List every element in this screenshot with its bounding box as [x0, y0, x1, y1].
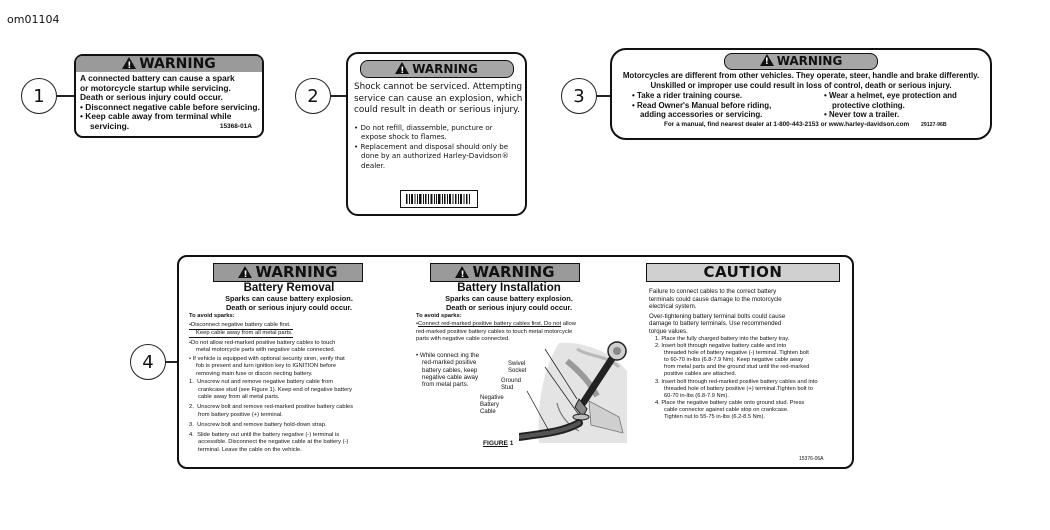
warning-triangle-icon: [122, 57, 136, 69]
removal-step: 1. Unscrew nut and remove negative battery cable from crankcase stud (see Figure 1). Keep end of negative battery cable away from all metal parts.: [189, 379, 353, 400]
installation-text: To avoid sparks: •Connect red-marked positive battery cables first. Do not allow red-marked positive battery cables to touch metal motorcycle parts with negative cable connected.: [416, 313, 576, 342]
callout-1: 1: [21, 78, 57, 114]
label-3-header: !WARNING: [724, 53, 878, 70]
callout-2: 2: [295, 78, 331, 114]
label-3-right-bullets: • Wear a helmet, eye protection and protective clothing. • Never tow a trailer.: [824, 91, 957, 120]
label-3-part-number: 29127-96B: [920, 121, 947, 128]
caution-header: CAUTION: [646, 263, 840, 282]
label-3-line-2: Unskilled or improper use could result in loss of control, death or serious injury.: [650, 81, 952, 90]
label-3-line-1: Motorcycles are different from other vehicles. They operate, steer, handle and brake differently.: [622, 71, 980, 80]
barcode: [400, 190, 478, 208]
removal-steps: To avoid sparks: •Disconnect negative battery cable first. Keep cable away from all metal parts. •Do not allow red-marked positive battery cables to touch metal motorcycle parts with negative cable connected. • If vehicle is equipped with optional security siren, verify that fob is present and turn ignition key to IGNITION before removing main fuse or discon necting battery. 1. Unscrew nut and remove negative battery cable from crankcase stud (see Figure 1). Keep end of negative battery cable away from all metal parts. 2. Unscrew bolt and remove red-marked positive battery cables from battery positive (+) terminal. 3. Unscrew bolt and remove battery hold-down strap. 4. Slide battery out until the battery negative (-) terminal is accessible. Disconnect the negative cable at the battery (-) terminal. Leave the cable on the vehicle.: [189, 313, 394, 454]
label-3-footer: For a manual, find nearest dealer at 1-800-443-2153 or www.harley-davidson.com: [664, 120, 910, 128]
removal-title: Battery Removal: [243, 282, 335, 294]
installation-warning-header: !WARNING: [430, 263, 580, 282]
removal-item: •Disconnect negative battery cable first. Keep cable away from all metal parts.: [189, 322, 394, 339]
callout-leader-4: [165, 361, 177, 363]
figure-caption: FIGURE 1: [483, 440, 514, 447]
figure-1-illustration: [519, 341, 629, 443]
removal-step: 2. Unscrew bolt and remove red-marked positive battery cables from battery positive (+) terminal.: [189, 404, 354, 418]
installation-note: • While connect ing the red-marked positive battery cables, keep negative cable away from metal parts.: [416, 352, 480, 389]
label-swivel-socket: Swivel Socket: [508, 361, 527, 375]
installation-title: Battery Installation: [457, 282, 561, 294]
label-1-body: A connected battery can cause a spark or motorcycle startup while servicing. Death or serious injury could occur. • Disconnect negative cable before servicing. • Keep cable away from terminal while servicing. 15368-01A: [80, 73, 260, 131]
callout-4: 4: [130, 344, 166, 380]
label-4-battery-instructions: !WARNING Battery Removal Sparks can cause battery explosion. Death or serious injury could occur. To avoid sparks: •Disconnect negative battery cable first. Keep cable away from all metal parts. •Do not allow red-marked positive battery cables to touch metal motorcycle parts with negative cable connected. • If vehicle is equipped with optional security siren, verify that fob is present and turn ignition key to IGNITION before removing main fuse or discon necting battery. 1. Unscrew nut and remove negative battery cable from crankcase stud (see Figure 1). Keep end of negative battery cable away from all metal parts. 2. Unscrew bolt and remove red-marked positive battery cables from battery positive (+) terminal. 3. Unscrew bolt and remove battery hold-down strap. 4. Slide battery out until the battery negative (-) terminal is accessible. Disconnect the negative cable at the battery (-) terminal. Leave the cable on the vehicle. !WARNING Battery Installation Sparks can cause battery explosion. Death or serious injury could occur. To avoid sparks: •Connect red-marked positive battery cables first. Do not allow red-marked positive battery cables to touch metal motorcycle parts with negative cable connected. • While connect ing the red-marked positive battery cables, keep negative cable away from metal parts. Swivel Socket Ground Stud Negative Battery Cable FIGURE 1 CAUTION Failure to connect cables to the correct battery terminals could cause damage to the motorcycle electrical system. Over-tightening battery terminal bolts could cause damage to battery terminals. Use recommended torque values. 1. Place the fully charged battery into the battery tray. 2. Insert bolt through negative battery cable and into threaded hole of battery negative (-) terminal. Tighten bolt to 60-70 in-lbs (6.8-7.9 Nm). Keep negative cable away from metal parts and the ground stud until the red-marked positive cables are attached. 3. Insert bolt through red-marked positive battery cables and into threaded hole of battery positive (+) terminal.Tighten bolt to 60-70 in-lbs (6.8-7.9 Nm). 4. Place the negative battery cable onto ground stud. Press cable connector against cable stop on crankcase. Tighten nut to 55-75 in-lbs (6.2-8.5 Nm). 15376-06A: [177, 255, 854, 469]
caution-steps: 1. Place the fully charged battery into the battery tray. 2. Insert bolt through negative battery cable and into threaded hole of battery negative (-) terminal. Tighten bolt to 60-70 in-lbs (6.8-7.9 Nm). Keep negative cable away from metal parts and the ground stud until the red-marked positive cables are attached. 3. Insert bolt through red-marked positive battery cables and into threaded hole of battery positive (+) terminal.Tighten bolt to 60-70 in-lbs (6.8-7.9 Nm). 4. Place the negative battery cable onto ground stud. Press cable connector against cable stop on crankcase. Tighten nut to 55-75 in-lbs (6.2-8.5 Nm).: [655, 336, 818, 421]
callout-leader-1: [56, 95, 74, 97]
label-1-part-number: 15368-01A: [219, 122, 252, 130]
label-2-body: Shock cannot be serviced. Attempting service can cause an explosion, which could result in death or serious injury. • Do not refill, diassemble, puncture or expose shock to flames. • Replacement and disposal should only be done by an authorized Harley-Davidson® dealer.: [354, 82, 523, 170]
removal-step: 4. Slide battery out until the battery negative (-) terminal is accessible. Disconnect the negative cable at the battery (-) terminal. Leave the cable on the vehicle.: [189, 432, 349, 453]
callout-3: 3: [561, 78, 597, 114]
barcode-graphic: [401, 191, 477, 207]
label-ground-stud: Ground Stud: [501, 378, 522, 392]
caution-text: Failure to connect cables to the correct battery terminals could cause damage to the motorcycle electrical system. Over-tightening battery terminal bolts could cause damage to battery terminals. Use recommended torque values. 1. Place the fully charged battery into the battery tray. 2. Insert bolt through negative battery cable and into threaded hole of battery negative (-) terminal. Tighten bolt to 60-70 in-lbs (6.8-7.9 Nm). Keep negative cable away from metal parts and the ground stud until the red-marked positive cables are attached. 3. Insert bolt through red-marked positive battery cables and into threaded hole of battery positive (+) terminal.Tighten bolt to 60-70 in-lbs (6.8-7.9 Nm). 4. Place the negative battery cable onto ground stud. Press cable connector against cable stop on crankcase. Tighten nut to 55-75 in-lbs (6.2-8.5 Nm).: [649, 288, 849, 421]
removal-item: • If vehicle is equipped with optional security siren, verify that fob is present and turn ignition key to IGNITION before removing main fuse or discon necting battery.: [189, 355, 345, 377]
warning-triangle-icon: [760, 54, 774, 66]
label-1-battery-warning: [74, 54, 264, 138]
warning-triangle-icon: [238, 266, 252, 278]
warning-triangle-icon: [395, 62, 409, 74]
warning-triangle-icon: [455, 266, 469, 278]
label-1-header: !WARNING: [76, 56, 262, 72]
label-4-part-number: 15376-06A: [799, 456, 824, 462]
removal-item: •Do not allow red-marked positive battery cables to touch metal motorcycle parts with negative cable connected.: [189, 339, 336, 354]
callout-leader-2: [330, 95, 346, 97]
document-id: om01104: [7, 13, 60, 26]
removal-warning-header: !WARNING: [213, 263, 363, 282]
label-2-header: !WARNING: [360, 60, 514, 78]
label-3-left-bullets: • Take a rider training course. • Read Owner's Manual before riding, adding accessories or servicing.: [632, 91, 772, 120]
label-negative-battery-cable: Negative Battery Cable: [480, 395, 504, 416]
label-2-shock-warning: [346, 52, 527, 216]
callout-leader-3: [596, 95, 610, 97]
removal-step: 3. Unscrew bolt and remove battery hold-down strap.: [189, 421, 327, 428]
label-3-motorcycle-warning: [610, 48, 992, 140]
